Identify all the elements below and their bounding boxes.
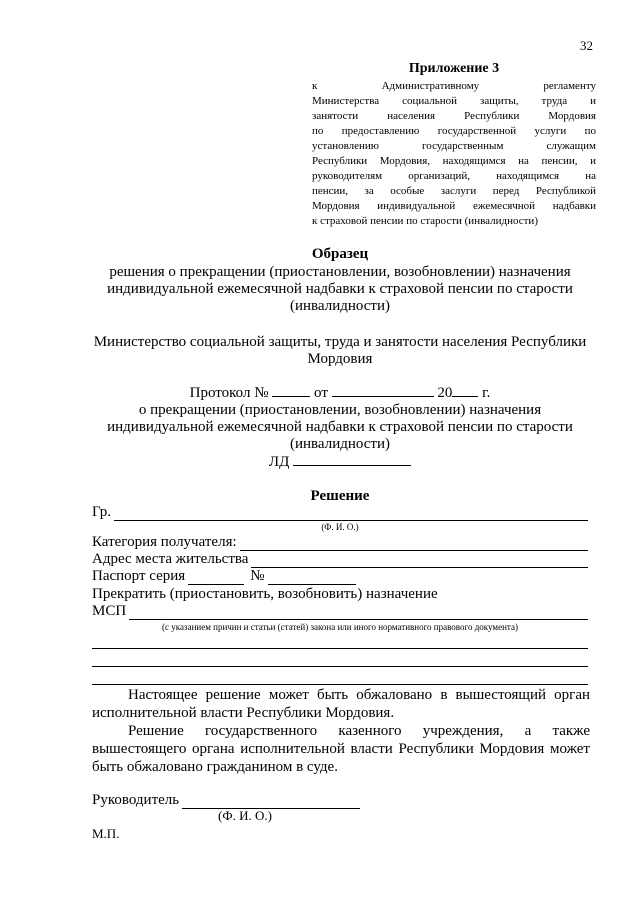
sample-description	[80, 264, 600, 315]
sample-description-line: (инвалидности)	[289, 298, 390, 314]
appendix-line: к Административному регламенту	[312, 80, 596, 92]
protocol-block	[80, 384, 600, 471]
citizen-label: Гр.	[92, 504, 111, 520]
category-label: Категория получателя:	[92, 534, 237, 550]
page-number: 32	[580, 38, 593, 53]
msp-continuation-line[interactable]	[92, 684, 588, 685]
protocol-year-field[interactable]	[452, 384, 478, 397]
fio-caption: (Ф. И. О.)	[321, 522, 359, 532]
passport-number-label: №	[250, 568, 265, 584]
appendix-line: занятости населения Республики Мордовия	[312, 110, 596, 122]
passport-label: Паспорт серия	[92, 568, 186, 584]
ld-label: ЛД	[268, 454, 290, 470]
stamp-placeholder: М.П.	[92, 826, 120, 841]
address-row	[92, 551, 588, 568]
appeal-paragraph-2	[92, 722, 590, 776]
citizen-row	[92, 504, 588, 521]
sample-description-line: индивидуальной ежемесячной надбавки к страховой пенсии по старости	[107, 281, 573, 297]
appendix-line: руководителям организаций, находящимся на	[312, 170, 596, 182]
category-field[interactable]	[240, 538, 588, 551]
appendix-line: установлению государственным служащим	[312, 140, 596, 152]
appeal-line: вышестоящего органа исполнительной власти Республики Мордовия может	[92, 741, 590, 757]
protocol-subject-line: (инвалидности)	[289, 436, 390, 452]
decision-title: Решение	[310, 488, 370, 504]
appendix-line: к страховой пенсии по старости (инвалидности)	[312, 215, 538, 227]
address-label: Адрес места жительства	[92, 551, 249, 567]
appendix-line: пенсии, за особые заслуги перед Республикой	[312, 185, 596, 197]
ministry-name	[80, 334, 600, 368]
signature-row	[92, 792, 360, 809]
ministry-line: Мордовия	[307, 351, 373, 367]
action-text: Прекратить (приостановить, возобновить) назначение	[92, 586, 438, 602]
ld-row	[80, 453, 600, 471]
passport-series-field[interactable]	[188, 572, 244, 585]
passport-row	[92, 568, 588, 585]
appeal-line: исполнительной власти Республики Мордовия.	[92, 705, 395, 721]
passport-number-field[interactable]	[268, 572, 356, 585]
appeal-line: Настоящее решение может быть обжаловано в вышестоящий орган	[128, 687, 590, 703]
protocol-subject-line: индивидуальной ежемесячной надбавки к страховой пенсии по старости	[107, 419, 573, 435]
appendix-line: Республики Мордовия, находящимся на пенсии, и	[312, 155, 596, 167]
protocol-year-suffix: г.	[482, 385, 491, 401]
signature-label: Руководитель	[92, 792, 180, 808]
citizen-field[interactable]	[114, 508, 588, 521]
address-field[interactable]	[251, 555, 588, 568]
ld-field[interactable]	[293, 453, 411, 466]
protocol-subject-line: о прекращении (приостановлении, возобновлении) назначения	[138, 402, 542, 418]
appendix-line: Министерства социальной защиты, труда и	[312, 95, 596, 107]
msp-row	[92, 603, 588, 620]
msp-continuation-line[interactable]	[92, 648, 588, 649]
appeal-line: быть обжаловано гражданином в суде.	[92, 759, 338, 775]
protocol-date-field[interactable]	[332, 384, 434, 397]
sample-description-line: решения о прекращении (приостановлении, возобновлении) назначения	[109, 264, 571, 280]
sample-title: Образец	[311, 246, 369, 262]
protocol-from-label: от	[314, 385, 328, 401]
msp-field[interactable]	[129, 607, 588, 620]
appendix-line: по предоставлению государственной услуги по	[312, 125, 596, 137]
protocol-year-prefix: 20	[437, 385, 453, 401]
category-row	[92, 534, 588, 551]
appendix-title: Приложение 3	[408, 61, 500, 76]
action-row	[92, 586, 588, 603]
ministry-line: Министерство социальной защиты, труда и занятости населения Республики	[93, 334, 587, 350]
appendix-line: Мордовия индивидуальной ежемесячной надбавки	[312, 200, 596, 212]
appendix-header	[312, 60, 596, 229]
protocol-label: Протокол №	[189, 385, 269, 401]
protocol-header	[80, 384, 600, 402]
msp-continuation-line[interactable]	[92, 666, 588, 667]
protocol-number-field[interactable]	[272, 384, 310, 397]
msp-caption: (с указанием причин и статьи (статей) закона или иного нормативного правового документа)	[162, 622, 518, 632]
signature-caption: (Ф. И. О.)	[218, 808, 272, 823]
appeal-paragraph-1	[92, 686, 590, 722]
msp-label: МСП	[92, 603, 127, 619]
appeal-line: Решение государственного казенного учреждения, а также	[128, 723, 590, 739]
